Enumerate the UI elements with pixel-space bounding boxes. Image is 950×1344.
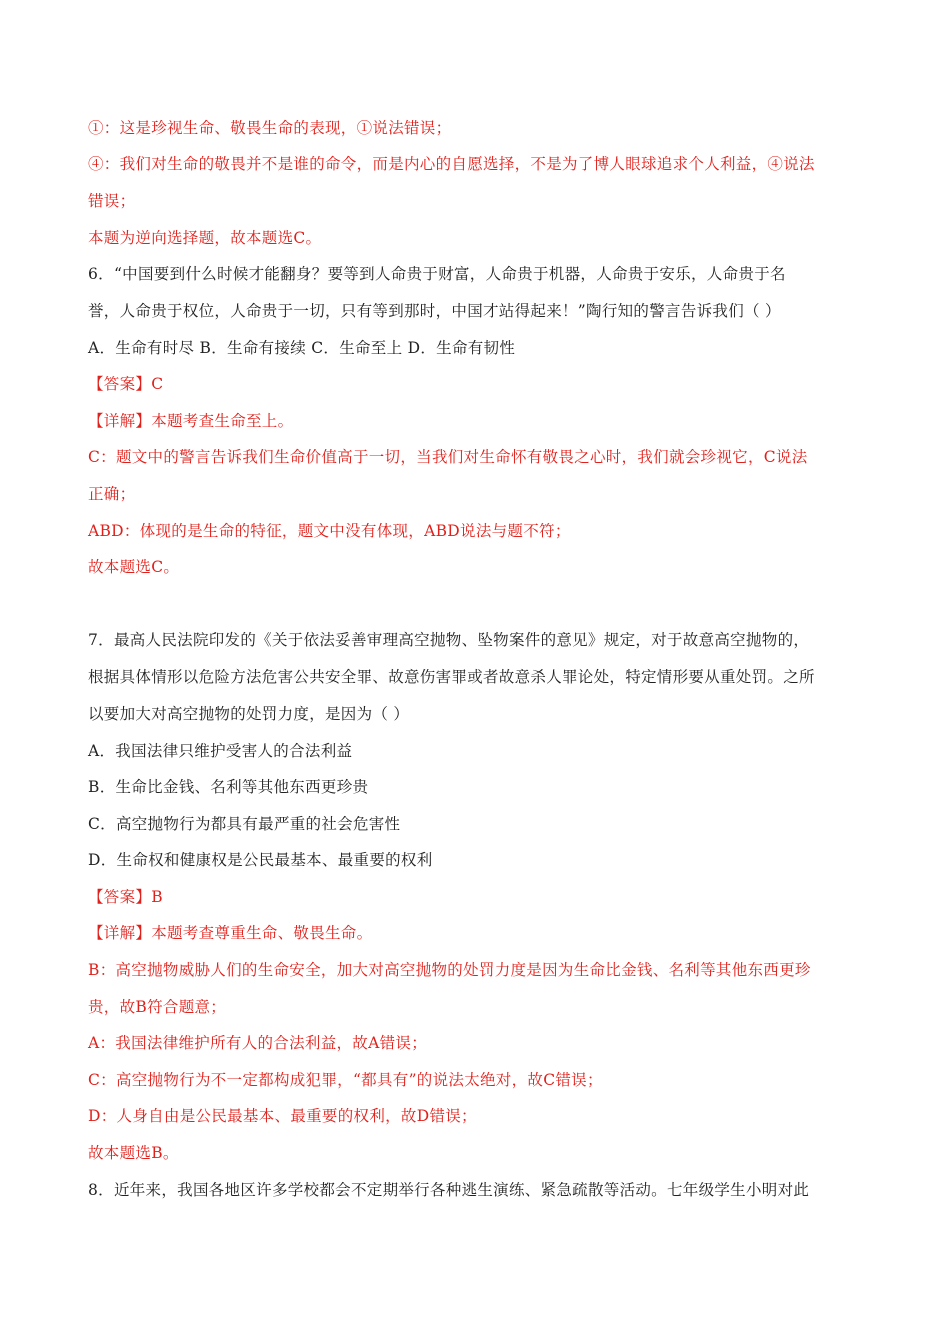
explanation-line: ①：这是珍视生命、敬畏生命的表现，①说法错误； bbox=[88, 119, 452, 137]
explanation-line: B：高空抛物威胁人们的生命安全，加大对高空抛物的处罚力度是因为生命比金钱、名利等其他东西更珍 bbox=[88, 961, 811, 979]
question-stem: 6．“中国要到什么时候才能翻身？要等到人命贵于财富，人命贵于机器，人命贵于安乐，人命贵于名 bbox=[88, 265, 786, 283]
explanation-line: 故本题选B。 bbox=[88, 1144, 179, 1162]
question-options: A．生命有时尽 B．生命有接续 C．生命至上 D．生命有韧性 bbox=[88, 339, 516, 357]
option-a: A．我国法律只维护受害人的合法利益 bbox=[88, 742, 353, 760]
question-stem: 根据具体情形以危险方法危害公共安全罪、故意伤害罪或者故意杀人罪论处，特定情形要从重处罚。之所 bbox=[88, 668, 815, 686]
option-b: B．生命比金钱、名利等其他东西更珍贵 bbox=[88, 778, 369, 796]
question-stem: 7．最高人民法院印发的《关于依法妥善审理高空抛物、坠物案件的意见》规定，对于故意高空抛物的， bbox=[88, 631, 810, 649]
explanation-line: D：人身自由是公民最基本、最重要的权利，故D错误； bbox=[88, 1107, 477, 1125]
question-stem: 誉，人命贵于权位，人命贵于一切，只有等到那时，中国才站得起来！”陶行知的警言告诉我们（ ） bbox=[88, 302, 781, 320]
question-stem: 8．近年来，我国各地区许多学校都会不定期举行各种逃生演练、紧急疏散等活动。七年级学生小明对此 bbox=[88, 1181, 810, 1199]
explanation-line: 错误； bbox=[88, 192, 136, 210]
explanation-line: 【详解】本题考查尊重生命、敬畏生命。 bbox=[88, 924, 373, 942]
explanation-line: 本题为逆向选择题，故本题选C。 bbox=[88, 229, 322, 247]
explanation-line: 正确； bbox=[88, 485, 136, 503]
explanation-line: C：题文中的警言告诉我们生命价值高于一切，当我们对生命怀有敬畏之心时，我们就会珍视它，C说法 bbox=[88, 448, 808, 466]
explanation-line: 故本题选C。 bbox=[88, 558, 180, 576]
explanation-line: ABD：体现的是生命的特征，题文中没有体现，ABD说法与题不符； bbox=[88, 522, 571, 540]
explanation-line: 【详解】本题考查生命至上。 bbox=[88, 412, 294, 430]
option-d: D．生命权和健康权是公民最基本、最重要的权利 bbox=[88, 851, 433, 869]
explanation-line: A：我国法律维护所有人的合法利益，故A错误； bbox=[88, 1034, 427, 1052]
explanation-line: C：高空抛物行为不一定都构成犯罪，“都具有”的说法太绝对，故C错误； bbox=[88, 1071, 603, 1089]
answer-label: 【答案】C bbox=[88, 375, 164, 393]
explanation-line: 贵，故B符合题意； bbox=[88, 998, 227, 1016]
explanation-line: ④：我们对生命的敬畏并不是谁的命令，而是内心的自愿选择，不是为了博人眼球追求个人利益，④说法 bbox=[88, 155, 815, 173]
answer-label: 【答案】B bbox=[88, 888, 163, 906]
option-c: C．高空抛物行为都具有最严重的社会危害性 bbox=[88, 815, 401, 833]
question-stem: 以要加大对高空抛物的处罚力度，是因为（ ） bbox=[88, 705, 410, 723]
